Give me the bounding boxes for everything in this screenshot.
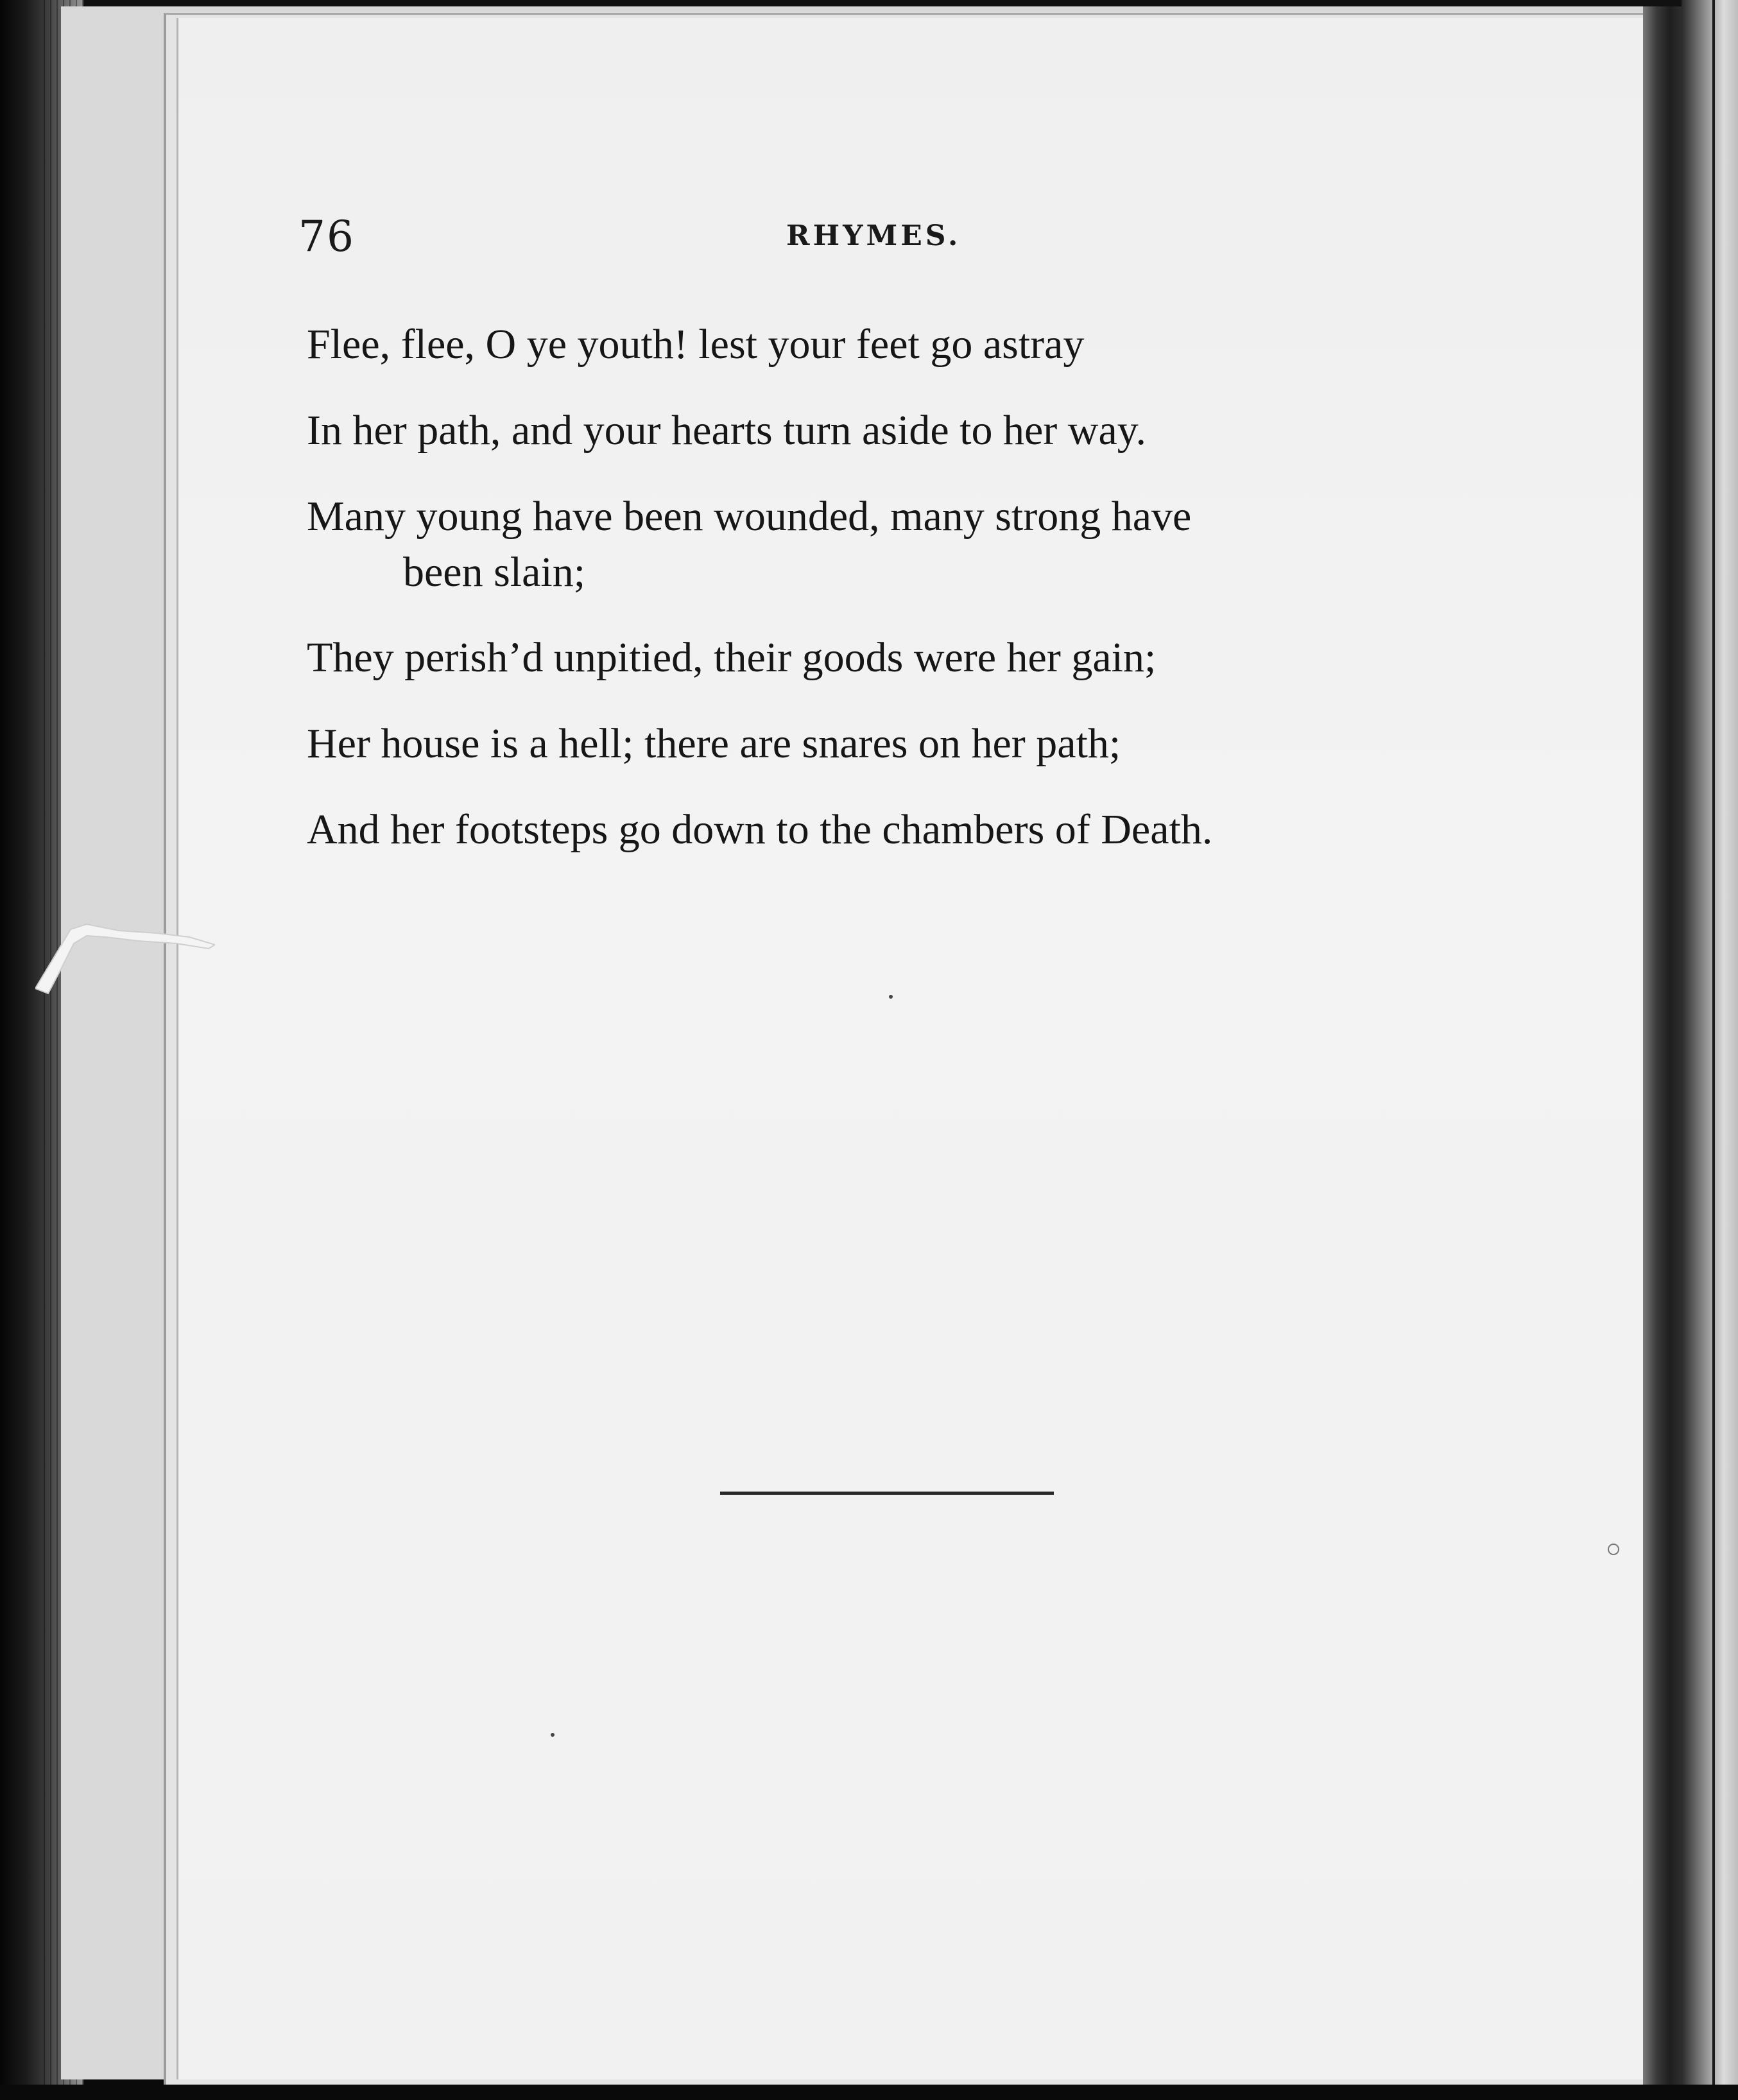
running-head: RHYMES. xyxy=(786,219,961,252)
verse-line: Flee, flee, O ye youth! lest your feet go astray xyxy=(307,321,1085,368)
verse-line: Many young have been wounded, many strong have xyxy=(307,493,1192,540)
verse-line: And her footsteps go down to the chambers of Death. xyxy=(307,806,1213,853)
verse-line-continuation: been slain; xyxy=(403,549,586,596)
ink-speck xyxy=(551,1733,555,1737)
scan-right-edge xyxy=(1682,0,1738,2100)
ink-speck xyxy=(889,995,893,999)
scan-right-edge-line xyxy=(1712,0,1715,2100)
verse-line: In her path, and your hearts turn aside to her way. xyxy=(307,407,1146,454)
paper-blemish xyxy=(1608,1544,1619,1555)
verse-line: They perish’d unpitied, their goods were her gain; xyxy=(307,634,1157,681)
scan-bottom-border xyxy=(0,2085,1738,2100)
binding-strip xyxy=(1643,6,1682,2100)
torn-paper-mark xyxy=(35,918,215,995)
verse-block xyxy=(307,302,1481,873)
page-number: 76 xyxy=(298,212,355,261)
page-header xyxy=(298,212,1454,270)
end-rule xyxy=(720,1492,1054,1495)
verse-line: Her house is a hell; there are snares on her path; xyxy=(307,720,1121,767)
